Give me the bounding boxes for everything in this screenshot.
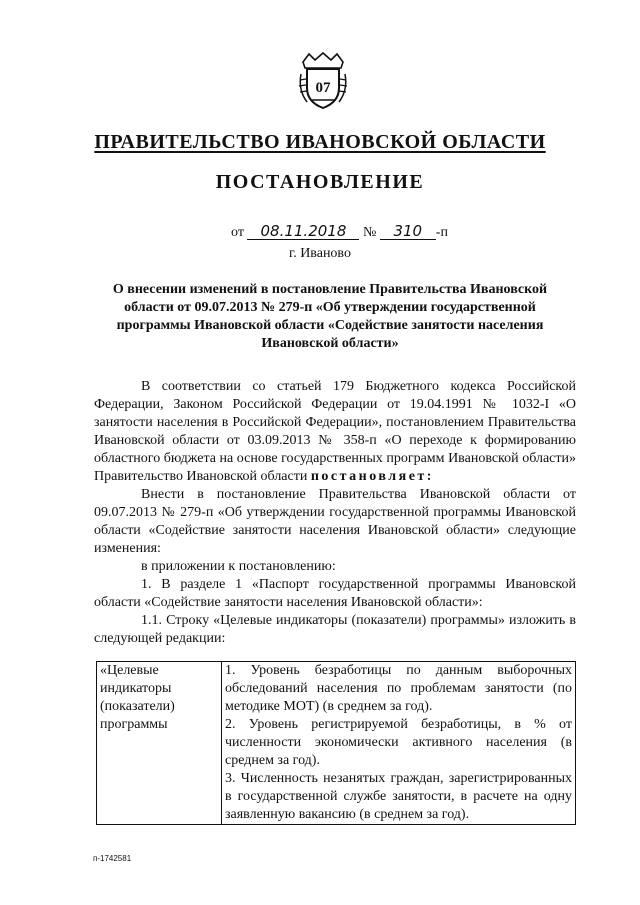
indicator-item: 3. Численность незанятых граждан, зарегистрированных в государственной службе занятости, в расчете на одну заявленную вакансию (в среднем за год). — [225, 771, 572, 822]
handwritten-date: 08.11.2018 — [247, 224, 359, 240]
preamble-paragraph: В соответствии со статьей 179 Бюджетного кодекса Российской Федерации, Законом Российской Федерации от 19.04.1991 № 1032-I «О занятости населения в Российской Федерации», постановлением Правительства Ивановской области от 03.09.2013 № 358-п «О переходе к формированию областного бюджета на основе государственных программ Ивановской области» Правительство Ивановской области постановляет: — [94, 379, 576, 484]
number-suffix: -п — [435, 225, 448, 240]
document-title: О внесении изменений в постановление Правительства Ивановской области от 09.07.2013 № 279-п «Об утверждении государственной программы Ивановской области «Содействие занятости населения Ивановской области» — [112, 282, 548, 351]
date-number-line — [231, 224, 448, 241]
indicators-label: «Целевые индикаторы (показатели) программы — [97, 662, 222, 825]
government-name: ПРАВИТЕЛЬСТВО ИВАНОВСКОЙ ОБЛАСТИ — [94, 131, 546, 153]
appendix-paragraph: в приложении к постановлению: — [141, 559, 336, 574]
amendment-paragraph: Внести в постановление Правительства Ивановской области от 09.07.2013 № 279-п «Об утверждении государственной программы Ивановской области «Содействие занятости населения Ивановской области» следующие изменения: — [94, 487, 576, 556]
coat-of-arms-icon — [297, 52, 349, 110]
document-code: п-1742581 — [93, 854, 132, 863]
indicators-values — [222, 662, 576, 825]
row-paragraph: 1.1. Строку «Целевые индикаторы (показатели) программы» изложить в следующей редакции: — [94, 613, 576, 646]
resolves-word: постановляет: — [310, 469, 434, 484]
indicator-item: 1. Уровень безработицы по данным выборочных обследований населения по проблемам занятости (по методике МОТ) (в среднем за год). — [225, 663, 572, 714]
indicator-item: 2. Уровень регистрируемой безработицы, в % от численности экономически активного населения (в среднем за год). — [225, 717, 572, 768]
emblem-digits: 07 — [315, 80, 331, 96]
handwritten-number: 310 — [380, 224, 436, 240]
date-prefix: от — [231, 225, 244, 240]
document-body — [94, 378, 576, 648]
number-sign: № — [362, 225, 377, 240]
section-paragraph: 1. В разделе 1 «Паспорт государственной программы Ивановской области «Содействие занятости населения Ивановской области»: — [94, 577, 576, 610]
document-type: ПОСТАНОВЛЕНИЕ — [215, 171, 425, 193]
table-row — [97, 662, 576, 825]
city: г. Иваново — [289, 246, 351, 261]
indicators-table — [96, 661, 576, 825]
